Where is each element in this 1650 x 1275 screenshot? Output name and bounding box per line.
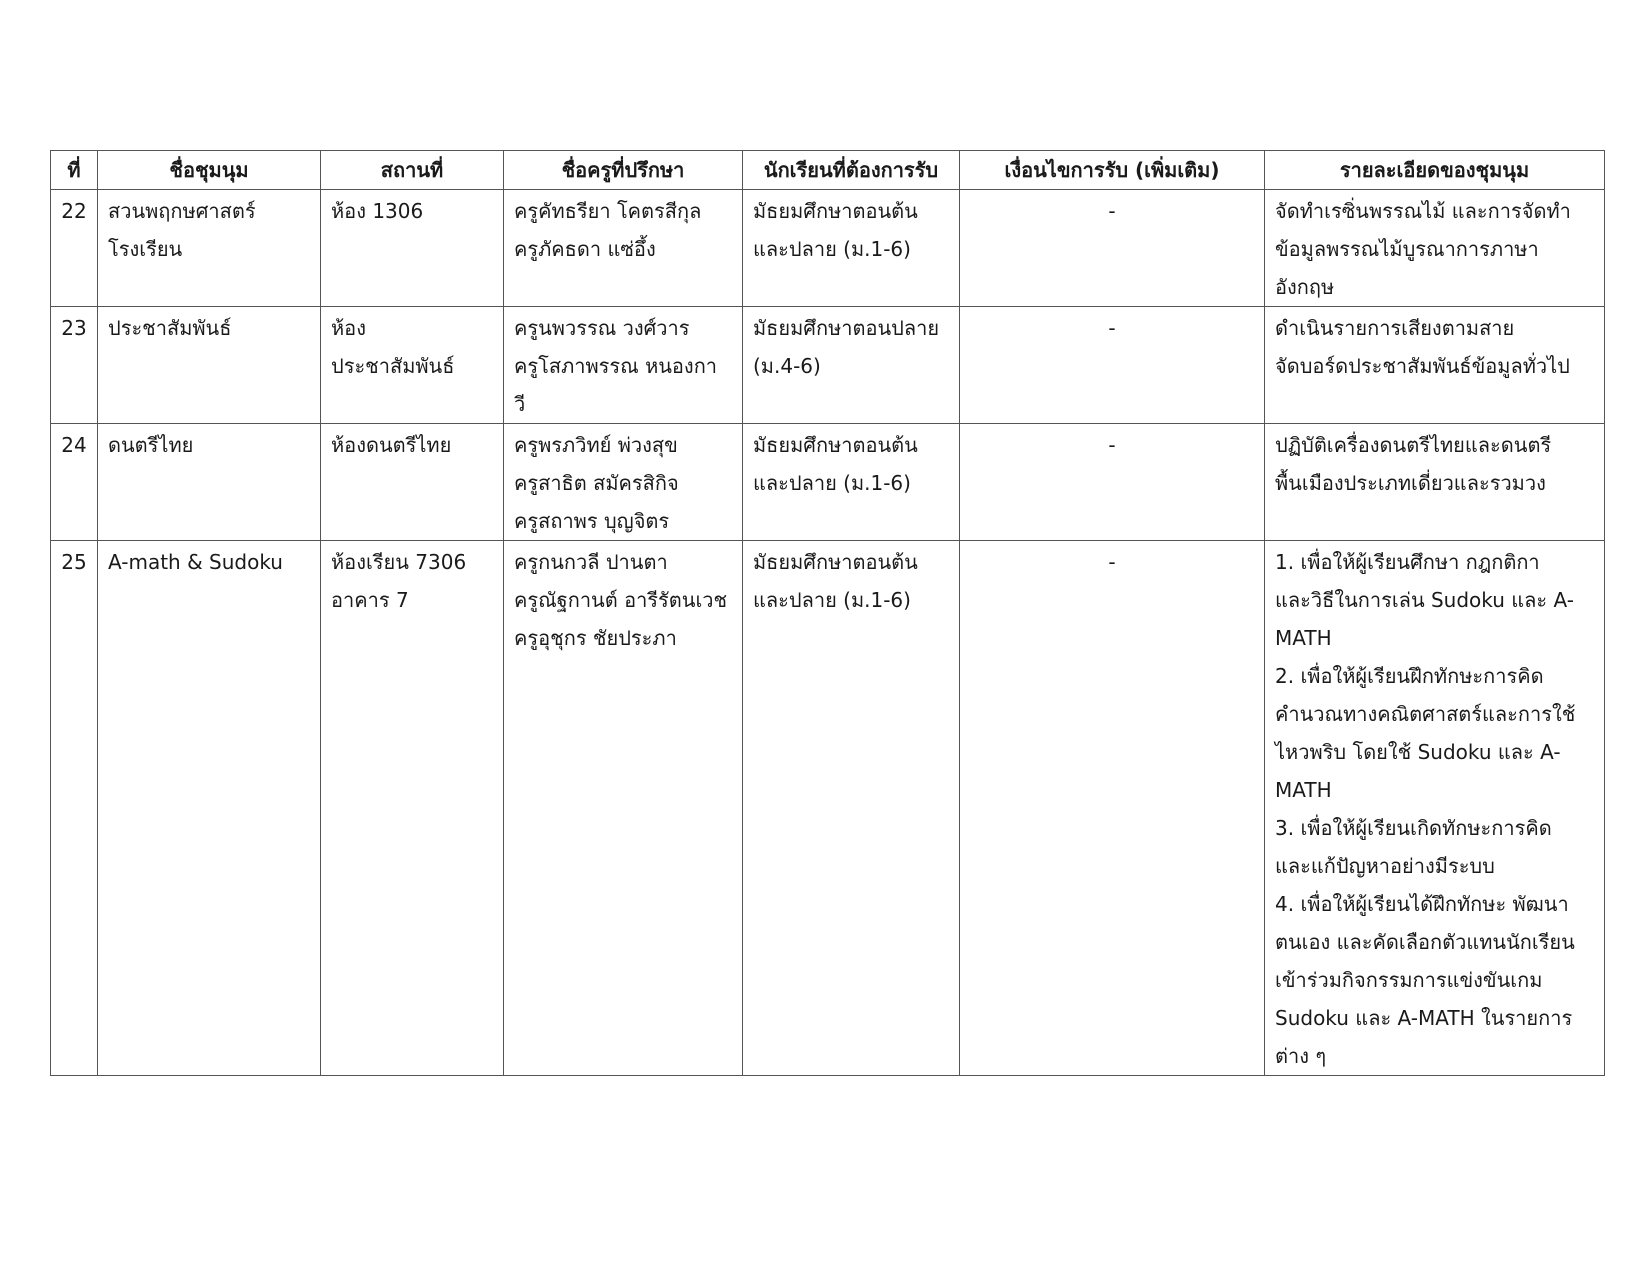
students-line: มัธยมศึกษาตอนต้น [753, 550, 918, 574]
students-line: (ม.4-6) [753, 354, 821, 378]
detail-line: เข้าร่วมกิจกรรมการแข่งขันเกม [1275, 968, 1543, 992]
students-line: และปลาย (ม.1-6) [753, 237, 911, 261]
detail-line: ไหวพริบ โดยใช้ Sudoku และ A- [1275, 740, 1561, 764]
header-location: สถานที่ [321, 151, 504, 190]
club-name-line: โรงเรียน [108, 237, 183, 261]
students-line: มัธยมศึกษาตอนปลาย [753, 316, 940, 340]
location-line: ห้องเรียน 7306 [331, 550, 467, 574]
detail-line: ดำเนินรายการเสียงตามสาย [1275, 316, 1515, 340]
cell-club-name [98, 424, 321, 541]
club-name-line: ดนตรีไทย [108, 433, 194, 457]
detail-line: จัดบอร์ดประชาสัมพันธ์ข้อมูลทั่วไป [1275, 354, 1570, 378]
detail-line: พื้นเมืองประเภทเดี่ยวและรวมวง [1275, 471, 1546, 495]
table-row [51, 541, 1605, 1076]
location-line: อาคาร 7 [331, 588, 409, 612]
detail-line: และแก้ปัญหาอย่างมีระบบ [1275, 854, 1495, 878]
cell-conditions: - [960, 541, 1265, 1076]
advisor-line: ครูสถาพร บุญจิตร [514, 509, 670, 533]
cell-club-name [98, 190, 321, 307]
cell-students [743, 424, 960, 541]
header-conditions: เงื่อนไขการรับ (เพิ่มเติม) [960, 151, 1265, 190]
cell-no: 23 [51, 307, 98, 424]
header-students: นักเรียนที่ต้องการรับ [743, 151, 960, 190]
students-line: มัธยมศึกษาตอนต้น [753, 199, 918, 223]
detail-line: จัดทำเรซิ่นพรรณไม้ และการจัดทำ [1275, 199, 1571, 223]
detail-line: ตนเอง และคัดเลือกตัวแทนนักเรียน [1275, 930, 1575, 954]
cell-advisors [504, 190, 743, 307]
club-name-line: สวนพฤกษศาสตร์ [108, 199, 256, 223]
table-row [51, 307, 1605, 424]
cell-no: 25 [51, 541, 98, 1076]
detail-line: ข้อมูลพรรณไม้บูรณาการภาษา [1275, 237, 1539, 261]
cell-students [743, 307, 960, 424]
club-name-line: ประชาสัมพันธ์ [108, 316, 232, 340]
table-row [51, 424, 1605, 541]
students-line: และปลาย (ม.1-6) [753, 471, 911, 495]
cell-club-name [98, 541, 321, 1076]
students-line: และปลาย (ม.1-6) [753, 588, 911, 612]
detail-line: 4. เพื่อให้ผู้เรียนได้ฝึกทักษะ พัฒนา [1275, 892, 1569, 916]
location-line: ห้องดนตรีไทย [331, 433, 452, 457]
header-advisors: ชื่อครูที่ปรึกษา [504, 151, 743, 190]
location-line: ห้อง 1306 [331, 199, 424, 223]
advisor-line: ครูนพวรรณ วงศ์วาร [514, 316, 690, 340]
detail-line: คำนวณทางคณิตศาสตร์และการใช้ [1275, 702, 1576, 726]
detail-line: 3. เพื่อให้ผู้เรียนเกิดทักษะการคิด [1275, 816, 1552, 840]
cell-conditions: - [960, 190, 1265, 307]
cell-conditions: - [960, 424, 1265, 541]
table-header-row [51, 151, 1605, 190]
location-line: ประชาสัมพันธ์ [331, 354, 455, 378]
advisor-line: ครูภัคธดา แซ่อึ้ง [514, 237, 656, 261]
cell-location [321, 307, 504, 424]
cell-location [321, 190, 504, 307]
detail-line: 1. เพื่อให้ผู้เรียนศึกษา กฎกติกา [1275, 550, 1540, 574]
cell-no: 24 [51, 424, 98, 541]
advisor-line: ครูกนกวลี ปานตา [514, 550, 668, 574]
advisor-line: ครูคัทธรียา โคตรสีกุล [514, 199, 702, 223]
advisor-line: ครูอุชุกร ชัยประภา [514, 626, 677, 650]
advisor-line: ครูสาธิต สมัครสิกิจ [514, 471, 679, 495]
advisor-line: วี [514, 392, 526, 416]
header-details: รายละเอียดของชุมนุม [1265, 151, 1605, 190]
cell-students [743, 541, 960, 1076]
detail-line: 2. เพื่อให้ผู้เรียนฝึกทักษะการคิด [1275, 664, 1544, 688]
header-no: ที่ [51, 151, 98, 190]
cell-students [743, 190, 960, 307]
club-name-line: A-math & Sudoku [108, 550, 283, 574]
header-club-name: ชื่อชุมนุม [98, 151, 321, 190]
cell-location [321, 424, 504, 541]
detail-line: ปฏิบัติเครื่องดนตรีไทยและดนตรี [1275, 433, 1552, 457]
detail-line: Sudoku และ A-MATH ในรายการ [1275, 1006, 1573, 1030]
cell-details [1265, 424, 1605, 541]
cell-advisors [504, 541, 743, 1076]
cell-conditions: - [960, 307, 1265, 424]
cell-no: 22 [51, 190, 98, 307]
cell-details [1265, 307, 1605, 424]
club-table [50, 150, 1605, 1076]
detail-line: ต่าง ๆ [1275, 1044, 1327, 1068]
cell-club-name [98, 307, 321, 424]
cell-details [1265, 541, 1605, 1076]
advisor-line: ครูโสภาพรรณ หนองกา [514, 354, 718, 378]
cell-advisors [504, 307, 743, 424]
students-line: มัธยมศึกษาตอนต้น [753, 433, 918, 457]
detail-line: MATH [1275, 778, 1332, 802]
detail-line: และวิธีในการเล่น Sudoku และ A- [1275, 588, 1574, 612]
table-row [51, 190, 1605, 307]
cell-location [321, 541, 504, 1076]
location-line: ห้อง [331, 316, 366, 340]
cell-details [1265, 190, 1605, 307]
advisor-line: ครูณัฐกานต์ อารีรัตนเวช [514, 588, 728, 612]
detail-line: MATH [1275, 626, 1332, 650]
detail-line: อังกฤษ [1275, 275, 1335, 299]
cell-advisors [504, 424, 743, 541]
advisor-line: ครูพรภวิทย์ พ่วงสุข [514, 433, 678, 457]
